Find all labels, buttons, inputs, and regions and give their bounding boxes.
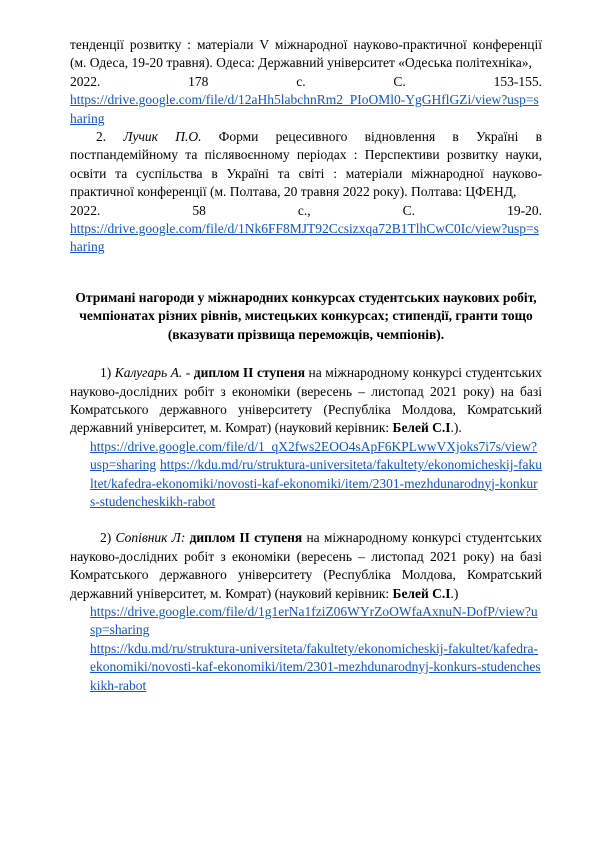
award-1-kdu-link[interactable]: https://kdu.md/ru/struktura-universiteta/fakultety/ekonomicheskij-fakultet/kafedra-ekonomiki/novosti-kaf-ekonomiki/item/2301-mezhdunarodnyj-konkurs-studencheskikh-rabot <box>90 457 542 509</box>
reference-1-year: 2022. <box>70 73 101 89</box>
reference-2-link[interactable]: https://drive.google.com/file/d/1Nk6FF8MJT92Ccsizxqa72B1TlhCwC0Ic/view?usp=sharing <box>70 221 539 255</box>
award-2-diploma: диплом ІІ ступеня <box>189 530 303 546</box>
reference-2-range-label: С. <box>402 202 416 218</box>
reference-1-range-label: С. <box>393 73 406 89</box>
reference-1-pages-abbr: с. <box>296 73 306 89</box>
reference-2-pages-abbr: с., <box>297 202 311 218</box>
award-1-drive-link[interactable]: https://drive.google.com/file/d/1_qX2fws2EOO4sApF6KPLwwVXjoks7i7s/view?usp=sharing <box>90 438 537 473</box>
award-1-number: 1) <box>100 365 112 381</box>
award-2 <box>70 529 542 695</box>
reference-1-meta-line <box>70 73 542 91</box>
award-1 <box>70 364 542 511</box>
award-1-person: Калугарь А. - <box>114 365 191 381</box>
reference-2-meta-line <box>70 202 542 220</box>
document-page <box>70 36 542 695</box>
award-2-drive-link[interactable]: https://drive.google.com/file/d/1g1erNa1fziZ06WYrZoOWfaAxnuN-DofP/view?usp=sharing <box>90 603 538 638</box>
reference-2-pages: 58 <box>192 202 206 218</box>
reference-2-text: Форми рецесивного відновлення в Україні в постпандемійному та післявоєнному періодах : Перспективи розвитку науки, освіти та суспільства в Україні та світі : матеріали міжнародної науково-практичної конференції (м. Полтава, 20 травня 2022 року). Полтава: ЦФЕНД, <box>70 129 542 200</box>
award-1-text: на міжнародному конкурсі студентських науково-дослідних робіт з економіки (вересень – листопад 2021 року) на базі Комратського державного університету (Республіка Молдова, Комратський державний університет, м. Комрат) (науковий керівник: <box>70 365 543 436</box>
reference-1-range: 153-155. <box>493 73 542 89</box>
award-2-kdu-link[interactable]: https://kdu.md/ru/struktura-universiteta/fakultety/ekonomicheskij-fakultet/kafedra-ekonomiki/novosti-kaf-ekonomiki/item/2301-mezhdunarodnyj-konkurs-studencheskikh-rabot <box>90 640 541 693</box>
awards-section-heading: Отримані нагороди у міжнародних конкурсах студентських наукових робіт, чемпіонатах різних рівнів, мистецьких конкурсах; стипендії, гранти тощо (вказувати прізвища переможців, чемпіонів). <box>75 289 537 342</box>
reference-1 <box>70 36 542 128</box>
award-2-text: на міжнародному конкурсі студентських науково-дослідних робіт з економіки (вересень – листопад 2021 року) на базі Комратського державного університету (Республіка Молдова, Комратський державний університет, м. Комрат) (науковий керівник: <box>70 530 543 601</box>
award-2-person: Сопівник Л: <box>115 530 186 546</box>
reference-2 <box>70 128 542 257</box>
award-2-tail: .) <box>450 585 459 601</box>
award-2-number: 2) <box>100 530 112 546</box>
spacer <box>70 511 542 529</box>
award-1-diploma: диплом ІІ ступеня <box>193 365 305 381</box>
reference-1-pages: 178 <box>188 73 209 89</box>
award-1-supervisor: Белей С.І <box>392 420 451 436</box>
award-1-tail: .). <box>450 420 462 436</box>
reference-2-year: 2022. <box>70 202 101 218</box>
reference-2-range: 19-20. <box>507 202 542 218</box>
award-2-supervisor: Белей С.І <box>392 585 451 601</box>
reference-1-link[interactable]: https://drive.google.com/file/d/12aHh5labchnRm2_PIoOMl0-YgGHflGZi/view?usp=sharing <box>70 92 539 126</box>
reference-1-text: тенденції розвитку : матеріали V міжнародної науково-практичної конференції (м. Одеса, 19-20 травня). Одеса: Державний університет «Одеська політехніка», <box>70 37 542 71</box>
reference-2-author: Лучик П.О. <box>123 129 202 145</box>
reference-2-number: 2. <box>96 129 107 145</box>
